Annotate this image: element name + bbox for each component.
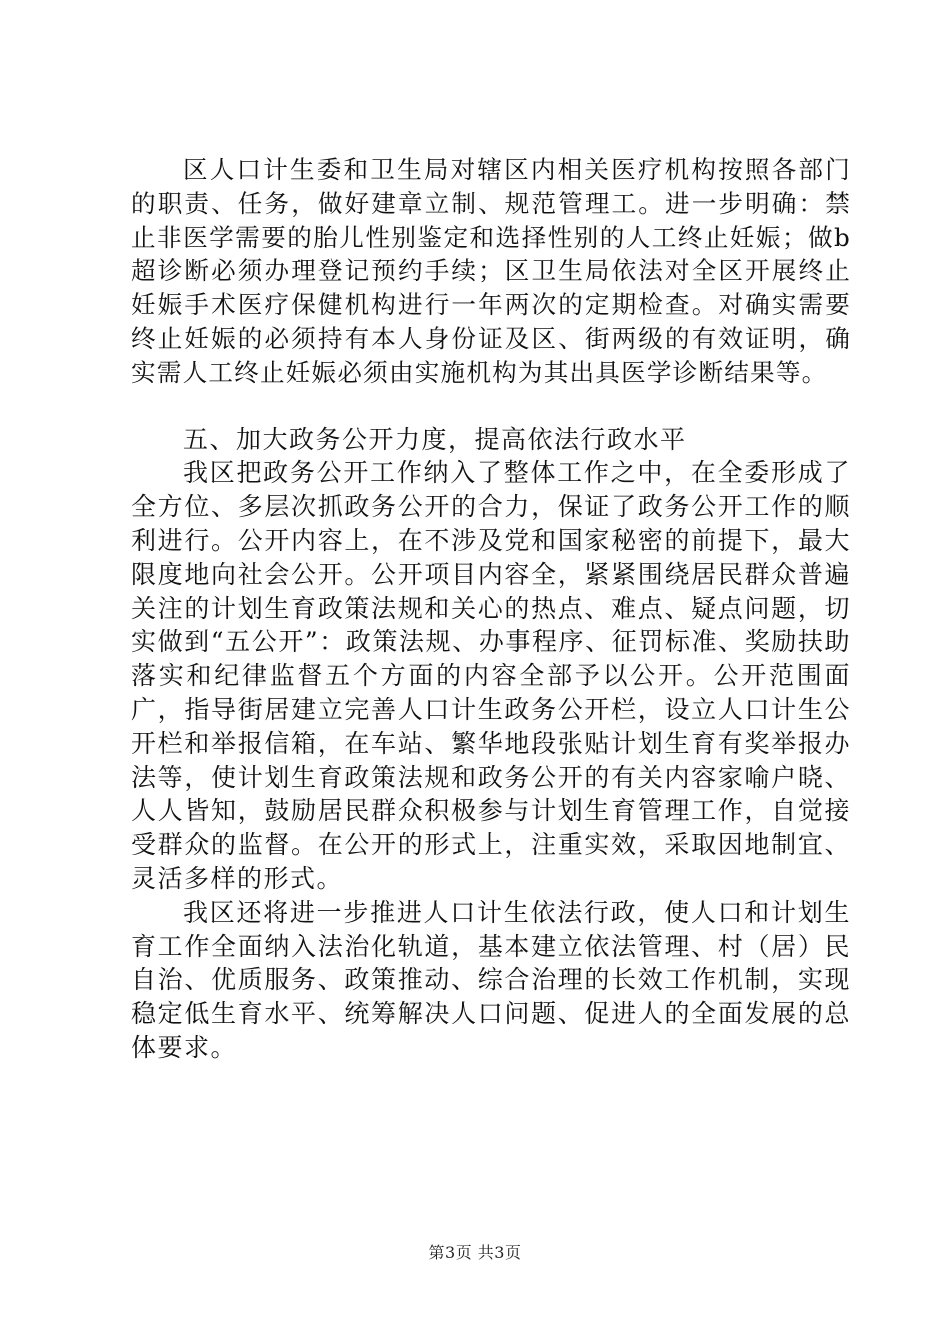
paragraph-future-plan: 我区还将进一步推进人口计生依法行政，使人口和计划生育工作全面纳入法治化轨道，基本建立依法管理、村（居）民自治、优质服务、政策推动、综合治理的长效工作机制，实现稳定低生育水平、统筹解决人口问题、促进人的全面发展的总体要求。: [131, 897, 851, 1062]
paragraph-government-transparency: 我区把政务公开工作纳入了整体工作之中，在全委形成了全方位、多层次抓政务公开的合力，保证了政务公开工作的顺利进行。公开内容上，在不涉及党和国家秘密的前提下，最大限度地向社会公开。公开项目内容全，紧紧围绕居民群众普遍关注的计划生育政策法规和关心的热点、难点、疑点问题，切实做到“五公开”：政策法规、办事程序、征罚标准、奖励扶助落实和纪律监督五个方面的内容全部予以公开。公开范围面广，指导街居建立完善人口计生政务公开栏，设立人口计生公开栏和举报信箱，在车站、繁华地段张贴计划生育有奖举报办法等，使计划生育政策法规和政务公开的有关内容家喻户晓、人人皆知，鼓励居民群众积极参与计划生育管理工作，自觉接受群众的监督。在公开的形式上，注重实效，采取因地制宜、灵活多样的形式。: [131, 458, 851, 893]
paragraph-gap: [131, 390, 851, 423]
section-heading: 五、加大政务公开力度，提高依法行政水平: [183, 424, 687, 454]
document-body: [131, 153, 851, 1065]
paragraph-medical-regulation: 区人口计生委和卫生局对辖区内相关医疗机构按照各部门的职责、任务，做好建章立制、规范管理工。进一步明确：禁止非医学需要的胎儿性别鉴定和选择性别的人工终止妊娠；做b超诊断必须办理登记预约手续；区卫生局依法对全区开展终止妊娠手术医疗保健机构进行一年两次的定期检查。对确实需要终止妊娠的必须持有本人身份证及区、街两级的有效证明，确实需人工终止妊娠必须由实施机构为其出具医学诊断结果等。: [131, 155, 851, 387]
page-number-footer: 第3页 共3页: [428, 1243, 522, 1262]
